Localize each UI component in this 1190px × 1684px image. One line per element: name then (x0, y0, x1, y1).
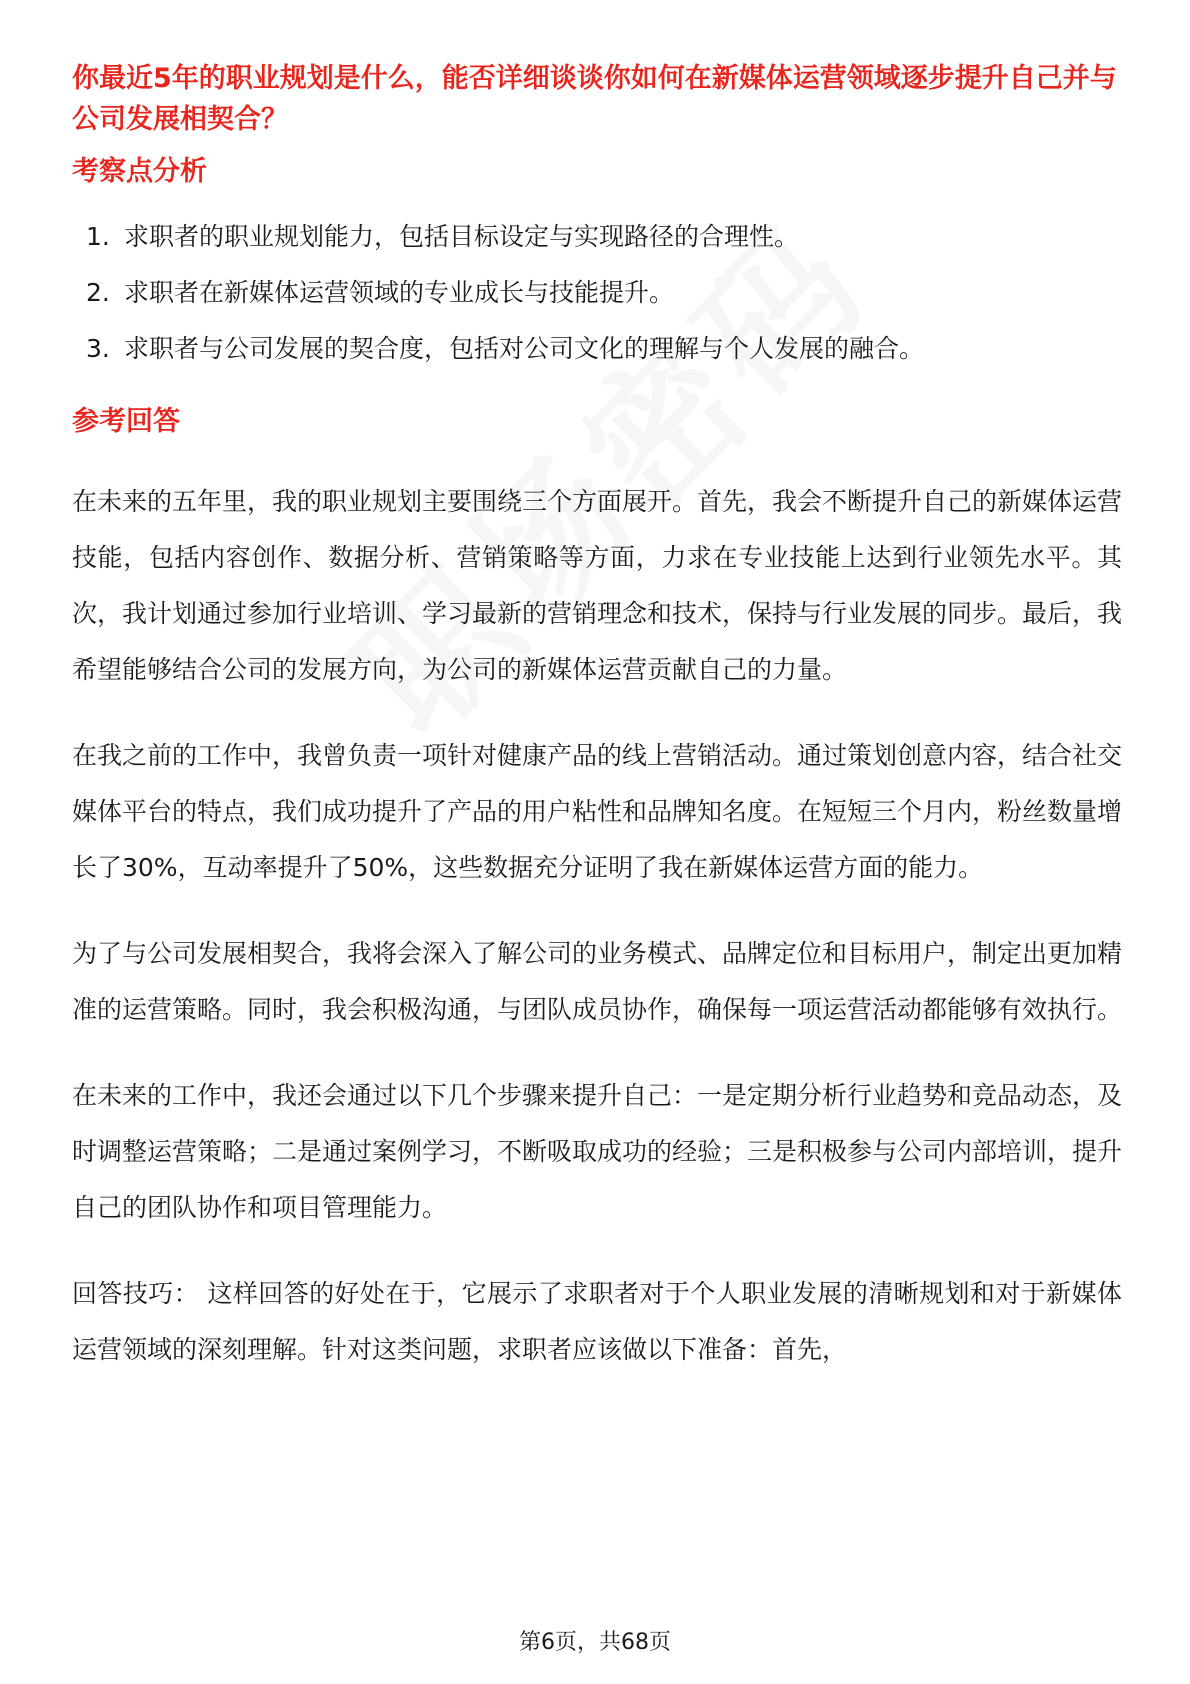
analysis-list (72, 220, 1122, 366)
analysis-heading: 考察点分析 (72, 156, 207, 187)
answer-tips-paragraph: 回答技巧： 这样回答的好处在于，它展示了求职者对于个人职业发展的清晰规划和对于新媒体运营领域的深刻理解。针对这类问题，求职者应该做以下准备：首先， (72, 1279, 1122, 1364)
page-number: 第6页，共68页 (519, 1630, 671, 1655)
document-body (72, 58, 1122, 1378)
answer-paragraph: 为了与公司发展相契合，我将会深入了解公司的业务模式、品牌定位和目标用户，制定出更加精准的运营策略。同时，我会积极沟通，与团队成员协作，确保每一项运营活动都能够有效执行。 (72, 939, 1123, 1024)
answer-paragraph: 在未来的五年里，我的职业规划主要围绕三个方面展开。首先，我会不断提升自己的新媒体运营技能，包括内容创作、数据分析、营销策略等方面，力求在专业技能上达到行业领先水平。其次，我计划通过参加行业培训、学习最新的营销理念和技术，保持与行业发展的同步。最后，我希望能够结合公司的发展方向，为公司的新媒体运营贡献自己的力量。 (72, 487, 1123, 684)
list-item-text: 求职者在新媒体运营领域的专业成长与技能提升。 (124, 278, 675, 307)
list-item (72, 220, 1122, 254)
answer-paragraph: 在我之前的工作中，我曾负责一项针对健康产品的线上营销活动。通过策划创意内容，结合社交媒体平台的特点，我们成功提升了产品的用户粘性和品牌知名度。在短短三个月内，粉丝数量增长了30%，互动率提升了50%，这些数据充分证明了我在新媒体运营方面的能力。 (72, 741, 1123, 882)
list-item-text: 求职者的职业规划能力，包括目标设定与实现路径的合理性。 (124, 222, 800, 251)
answer-heading: 参考回答 (72, 406, 180, 437)
question-title: 你最近5年的职业规划是什么，能否详细谈谈你如何在新媒体运营领域逐步提升自己并与公司发展相契合？ (72, 63, 1117, 135)
list-item-number: 3. (86, 334, 110, 363)
list-item (72, 276, 1122, 310)
list-item (72, 332, 1122, 366)
list-item-number: 1. (86, 222, 110, 251)
list-item-number: 2. (86, 278, 110, 307)
answer-paragraph: 在未来的工作中，我还会通过以下几个步骤来提升自己：一是定期分析行业趋势和竞品动态，及时调整运营策略；二是通过案例学习，不断吸取成功的经验；三是积极参与公司内部培训，提升自己的团队协作和项目管理能力。 (72, 1081, 1123, 1222)
list-item-text: 求职者与公司发展的契合度，包括对公司文化的理解与个人发展的融合。 (124, 334, 925, 363)
